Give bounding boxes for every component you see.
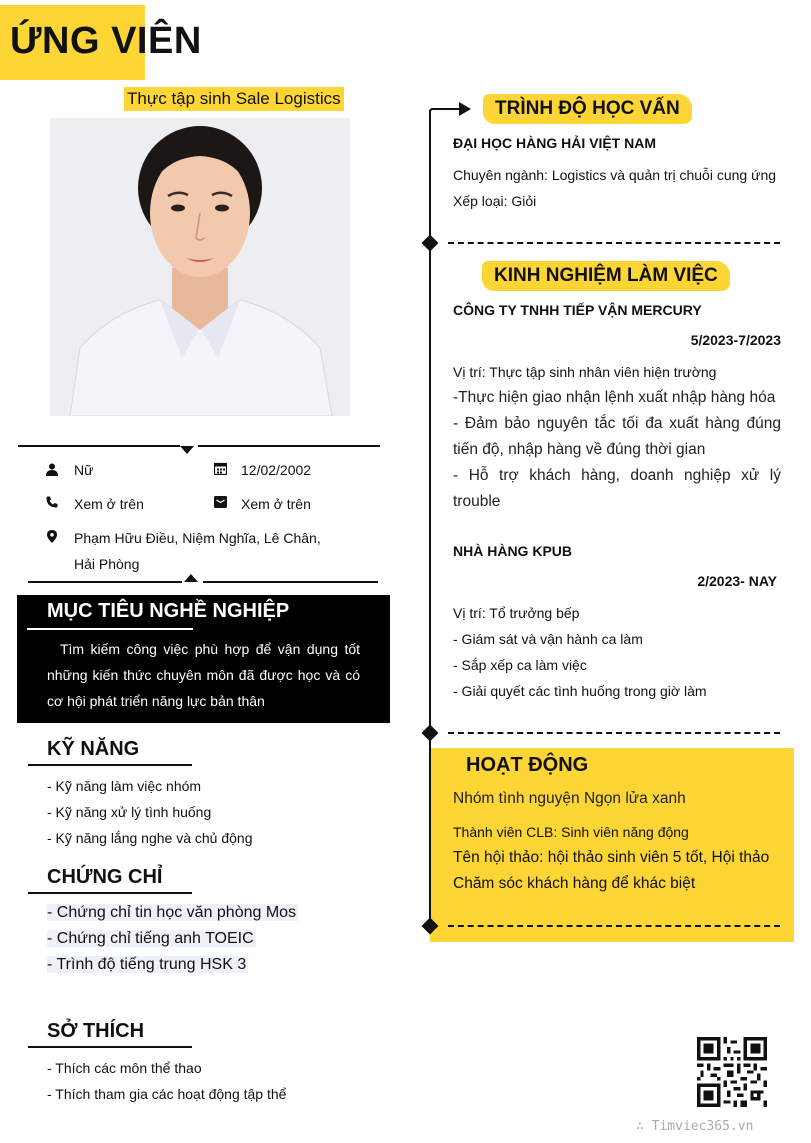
certificates-title: CHỨNG CHỈ: [47, 866, 163, 888]
skills-underline: [28, 764, 192, 766]
candidate-photo: [50, 118, 350, 416]
divider-line: [198, 445, 380, 447]
email-value: Xem ở trên: [241, 496, 311, 512]
certificate-item: - Chứng chỉ tiếng anh TOEIC: [47, 930, 254, 947]
job-period: 5/2023-7/2023: [690, 332, 781, 348]
hobbies-title: SỞ THÍCH: [47, 1020, 145, 1042]
skill-item: - Kỹ năng làm việc nhóm: [47, 778, 202, 794]
dashed-divider: [448, 925, 780, 927]
job-period: 2/2023- NAY: [697, 573, 777, 589]
certificate-item: - Chứng chỉ tin học văn phòng Mos: [47, 904, 297, 921]
job-duties: [453, 626, 707, 704]
birthday-value: 12/02/2002: [241, 462, 312, 478]
objective-content: Tìm kiếm công việc phù hợp để vận dụng tốt những kiến thức chuyên môn đã được học và có cơ hội phát triển năng lực bản thân: [47, 641, 361, 709]
certificates-underline: [28, 892, 192, 894]
education-school: ĐẠI HỌC HÀNG HẢI VIỆT NAM: [453, 135, 656, 151]
activity-member: Thành viên CLB: Sinh viên năng động: [453, 824, 689, 840]
user-icon: [45, 462, 59, 476]
hobbies-list: [47, 1055, 286, 1107]
divider-triangle: [180, 446, 194, 454]
job-company: CÔNG TY TNHH TIẾP VẬN MERCURY: [453, 302, 702, 318]
job-role: Vị trí: Tổ trưởng bếp: [453, 605, 580, 621]
phone-icon: [45, 495, 59, 509]
job-duty-item: - Giám sát và vận hành ca làm: [453, 631, 643, 647]
skill-item: - Kỹ năng xử lý tình huống: [47, 804, 212, 820]
certificates-list: [47, 900, 298, 978]
hobby-item: - Thích các môn thể thao: [47, 1060, 202, 1076]
dashed-divider: [448, 732, 780, 734]
hobbies-underline: [28, 1046, 192, 1048]
objective-underline: [27, 628, 193, 630]
dashed-divider: [448, 242, 780, 244]
address-value: [74, 525, 344, 577]
objective-title: MỤC TIÊU NGHỀ NGHIỆP: [47, 600, 290, 622]
divider-line: [18, 445, 180, 447]
job-duty-item: - Giải quyết các tình huống trong giờ làm: [453, 683, 707, 699]
skill-item: - Kỹ năng lắng nghe và chủ động: [47, 830, 253, 846]
job-company: NHÀ HÀNG KPUB: [453, 543, 572, 559]
divider-line: [203, 581, 378, 583]
experience-title: KINH NGHIỆM LÀM VIỆC: [482, 261, 730, 291]
activity-events: Tên hội thảo: hội thảo sinh viên 5 tốt, Hội thảo Chăm sóc khách hàng để khác biệt: [453, 849, 770, 892]
email-icon: [213, 495, 227, 509]
job-duty-item: - Sắp xếp ca làm việc: [453, 657, 587, 673]
location-pin-icon: [45, 529, 59, 543]
timeline-arrow: [429, 102, 473, 129]
timeline-diamond: [422, 725, 439, 742]
activity-group: Nhóm tình nguyện Ngọn lửa xanh: [453, 790, 686, 807]
education-major: Chuyên ngành: Logistics và quản trị chuỗi cung ứng: [453, 167, 777, 183]
watermark: ∴ Timviec365.vn: [636, 1119, 754, 1134]
divider-triangle: [184, 574, 198, 582]
address-line: Phạm Hữu Điều, Niệm Nghĩa, Lê Chân,: [74, 530, 321, 546]
phone-value: Xem ở trên: [74, 496, 144, 512]
calendar-icon: [213, 461, 227, 475]
address-line: Hải Phòng: [74, 556, 140, 572]
hobby-item: - Thích tham gia các hoạt động tập thể: [47, 1086, 287, 1102]
qr-code: [697, 1037, 767, 1107]
objective-text: [47, 636, 360, 714]
timeline-diamond: [422, 235, 439, 252]
skills-title: KỸ NĂNG: [47, 738, 140, 760]
candidate-name: ỨNG VIÊN: [10, 20, 202, 62]
gender-value: Nữ: [74, 462, 94, 478]
divider-line: [28, 581, 182, 583]
job-position: Thực tập sinh Sale Logistics: [124, 87, 344, 111]
certificate-item: - Trình độ tiếng trung HSK 3: [47, 956, 247, 973]
job-role: Vị trí: Thực tập sinh nhân viên hiện trường: [453, 364, 717, 380]
activities-title: HOẠT ĐỘNG: [466, 754, 589, 776]
education-rank: Xếp loại: Giỏi: [453, 193, 537, 209]
job-duties: -Thực hiện giao nhận lệnh xuất nhập hàng hóa - Đảm bảo nguyên tắc tối đa xuất hàng đúng tiến độ, nhập hàng về đúng thời gian - Hỗ trợ khách hàng, doanh nghiệp xử lý trouble: [453, 389, 781, 510]
skills-list: [47, 773, 253, 851]
education-title: TRÌNH ĐỘ HỌC VẤN: [483, 94, 692, 124]
